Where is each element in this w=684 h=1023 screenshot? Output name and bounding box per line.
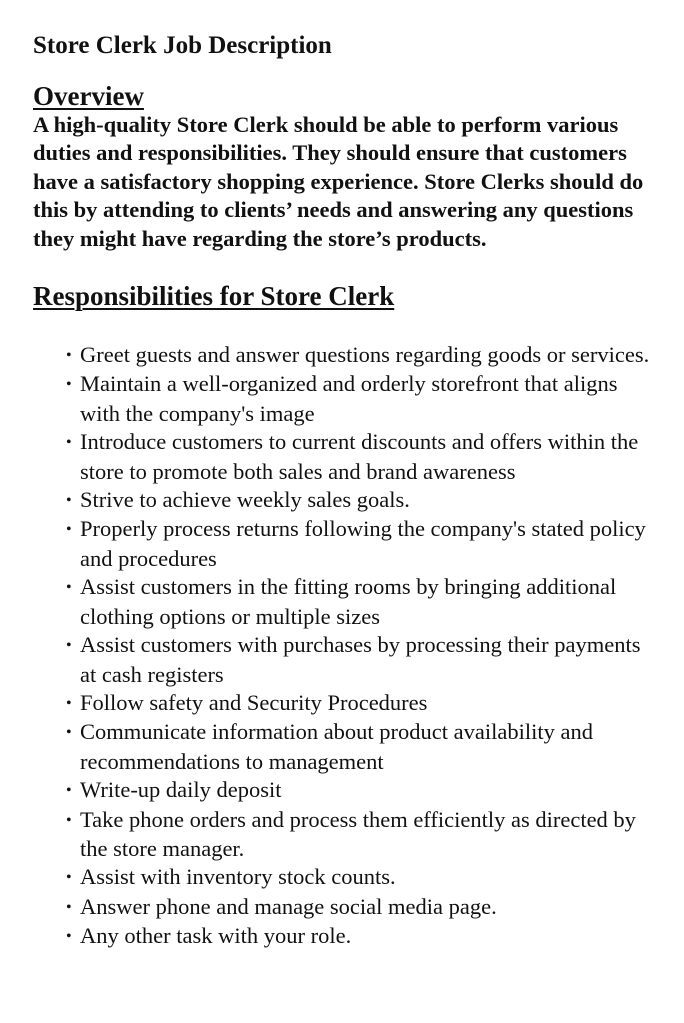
list-item — [58, 370, 656, 428]
list-item — [58, 806, 656, 864]
bullet-icon: • — [66, 521, 72, 539]
list-item — [58, 922, 656, 951]
list-item-text: Assist with inventory stock counts. — [80, 864, 396, 890]
responsibilities-heading: Responsibilities for Store Clerk — [33, 281, 395, 312]
bullet-icon: • — [66, 928, 72, 946]
responsibilities-list — [33, 341, 656, 952]
list-item-text: Follow safety and Security Procedures — [80, 689, 428, 715]
list-item-text: Maintain a well-organized and orderly storefront that aligns with the company's image — [80, 371, 618, 426]
list-item-text: Greet guests and answer questions regarding goods or services. — [80, 342, 650, 368]
list-item-text: Answer phone and manage social media page. — [80, 893, 497, 919]
bullet-icon: • — [66, 347, 72, 365]
overview-paragraph: A high-quality Store Clerk should be able to perform various duties and responsibilities. They should ensure that customers have a satisfactory shopping experience. Store Clerks should do this by attending to clients’ needs and answering any questions they might have regarding the store’s products. — [33, 112, 644, 251]
list-item — [58, 776, 656, 805]
list-item — [58, 863, 656, 892]
bullet-icon: • — [66, 579, 72, 597]
bullet-icon: • — [66, 811, 72, 829]
bullet-icon: • — [66, 869, 72, 887]
bullet-icon: • — [66, 376, 72, 394]
list-item-text: Any other task with your role. — [80, 923, 352, 949]
overview-heading: Overview — [33, 81, 144, 111]
list-item-text: Assist customers in the fitting rooms by bringing additional clothing options or multiple sizes — [80, 574, 617, 629]
bullet-icon: • — [66, 694, 72, 712]
bullet-icon: • — [66, 782, 72, 800]
page-title: Store Clerk Job Description — [33, 32, 332, 59]
bullet-icon: • — [66, 637, 72, 655]
list-item — [58, 573, 656, 631]
list-item — [58, 893, 656, 922]
list-item-text: Strive to achieve weekly sales goals. — [80, 487, 410, 513]
list-item-text: Take phone orders and process them efficiently as directed by the store manager. — [80, 806, 636, 861]
list-item — [58, 428, 656, 486]
bullet-icon: • — [66, 724, 72, 742]
list-item-text: Properly process returns following the company's stated policy and procedures — [80, 516, 646, 571]
bullet-icon: • — [66, 898, 72, 916]
list-item — [58, 718, 656, 776]
list-item — [58, 631, 656, 689]
list-item-text: Communicate information about product availability and recommendations to management — [80, 719, 593, 774]
bullet-icon: • — [66, 434, 72, 452]
list-item-text: Assist customers with purchases by processing their payments at cash registers — [80, 632, 641, 687]
list-item — [58, 341, 656, 370]
list-item-text: Introduce customers to current discounts and offers within the store to promote both sales and brand awareness — [80, 429, 639, 484]
list-item — [58, 486, 656, 515]
bullet-icon: • — [66, 492, 72, 510]
list-item — [58, 689, 656, 718]
list-item-text: Write-up daily deposit — [80, 777, 282, 803]
list-item — [58, 515, 656, 573]
